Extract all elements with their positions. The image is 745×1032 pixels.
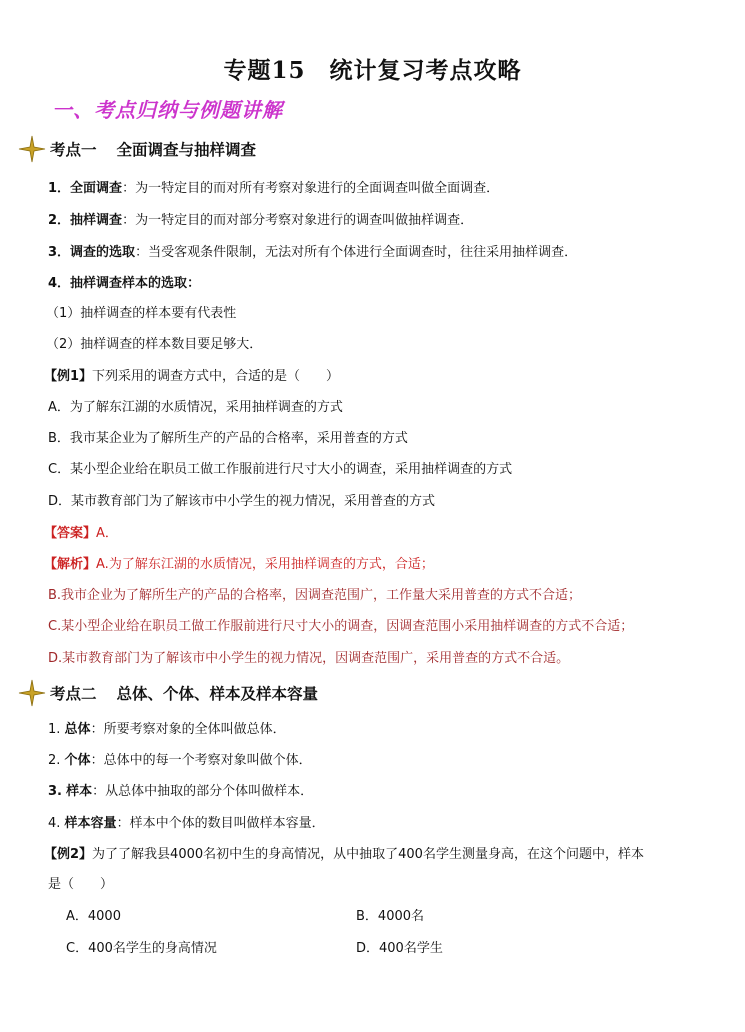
kp1-name: 全面调查与抽样调查	[116, 141, 257, 159]
example-2-question: 【例2】为了了解我县4000名初中生的身高情况，从中抽取了400名学生测量身高，在这个问题中，样本	[44, 847, 644, 862]
kp1-sub-1: （1）抽样调查的样本要有代表性	[46, 306, 237, 321]
kp2-name: 总体、个体、样本及样本容量	[116, 685, 319, 703]
kp2-item-4: 4. 样本容量：样本中个体的数目叫做样本容量．	[48, 816, 325, 831]
example-1-answer: 【答案】A．	[44, 526, 118, 541]
four-point-star-icon	[18, 135, 46, 163]
example-1-analysis-a: 【解析】A.为了解东江湖的水质情况，采用抽样调查的方式，合适；	[44, 557, 434, 572]
kp1-label: 考点一	[50, 141, 97, 159]
kp2-item-2: 2. 个体：总体中的每一个考察对象叫做个体．	[48, 753, 312, 768]
example-2-question-cont: 是（ ）	[48, 877, 114, 892]
knowledge-point-1-heading	[18, 134, 276, 164]
example-1-option-b: B．我市某企业为了解所生产的产品的合格率，采用普查的方式	[48, 431, 408, 446]
section-heading: 一、考点归纳与例题讲解	[52, 98, 283, 122]
kp1-item-2: 2．抽样调查：为一特定目的而对部分考察对象进行的调查叫做抽样调查．	[48, 213, 474, 228]
example-1-question: 【例1】下列采用的调查方式中，合适的是（ ）	[44, 369, 340, 384]
kp1-item-4: 4．抽样调查样本的选取：	[48, 276, 201, 291]
example-2-option-b: B．4000名	[356, 909, 425, 924]
example-1-option-c: C．某小型企业给在职员工做工作服前进行尺寸大小的调查，采用抽样调查的方式	[48, 462, 513, 477]
example-1-option-d: D．某市教育部门为了解该市中小学生的视力情况，采用普查的方式	[48, 494, 436, 509]
kp1-sub-2: （2）抽样调查的样本数目要足够大．	[46, 337, 263, 352]
page-title: 专题15 统计复习考点攻略	[223, 57, 522, 84]
example-1-option-a: A．为了解东江湖的水质情况，采用抽样调查的方式	[48, 400, 343, 415]
kp2-label: 考点二	[50, 685, 97, 703]
knowledge-point-2-heading	[18, 678, 338, 708]
kp1-item-1: 1．全面调查：为一特定目的而对所有考察对象进行的全面调查叫做全面调查．	[48, 181, 500, 196]
kp2-item-3: 3. 样本：从总体中抽取的部分个体叫做样本．	[48, 784, 314, 799]
kp1-item-3: 3．调查的选取：当受客观条件限制，无法对所有个体进行全面调查时，往往采用抽样调查．	[48, 245, 578, 260]
example-1-analysis-b: B.我市企业为了解所生产的产品的合格率，因调查范围广，工作量大采用普查的方式不合适；	[48, 588, 582, 603]
example-2-option-a: A．4000	[66, 909, 121, 924]
example-2-option-c: C．400名学生的身高情况	[66, 941, 217, 956]
four-point-star-icon	[18, 679, 46, 707]
example-2-option-d: D．400名学生	[356, 941, 443, 956]
kp2-item-1: 1. 总体：所要考察对象的全体叫做总体．	[48, 722, 286, 737]
example-1-analysis-c: C.某小型企业给在职员工做工作服前进行尺寸大小的调查，因调查范围小采用抽样调查的方式不合适；	[48, 619, 634, 634]
example-1-analysis-d: D.某市教育部门为了解该市中小学生的视力情况，因调查范围广，采用普查的方式不合适。	[48, 651, 570, 666]
